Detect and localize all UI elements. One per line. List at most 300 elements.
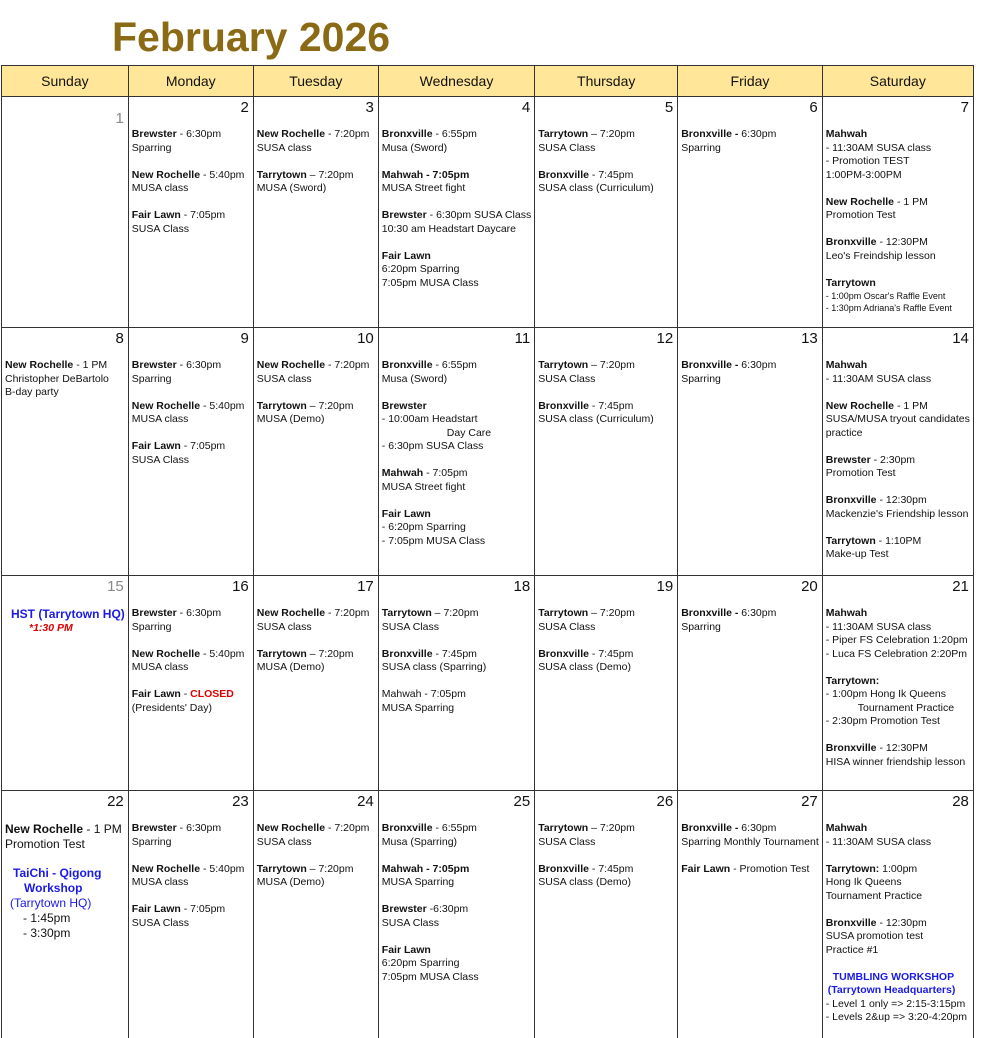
week-row (2, 97, 974, 328)
location: Bronxville (381, 647, 433, 660)
weekday-tuesday: Tuesday (253, 66, 378, 97)
event-desc: SUSA Class (131, 453, 189, 466)
event (681, 359, 819, 386)
event (538, 128, 674, 155)
day-number: 7 (960, 99, 969, 116)
event (681, 607, 819, 634)
event-desc: - 1:00pm Hong Ik Queens (825, 688, 946, 700)
event (826, 196, 970, 223)
location: Mahwah - 7:05pm (381, 168, 470, 181)
event (5, 359, 125, 400)
event-time: 6:30pm (738, 607, 777, 619)
event-desc: - 6:20pm Sparring (381, 521, 466, 533)
location: Tarrytown (256, 647, 307, 660)
event (382, 128, 531, 155)
event-time: - 7:45pm (588, 168, 634, 181)
location: Fair Lawn (131, 209, 181, 221)
event-desc: B-day party (5, 386, 59, 398)
event-time: - 12:30PM (876, 742, 928, 754)
event-desc: MUSA Sparring (381, 701, 455, 714)
location: Brewster (131, 128, 177, 140)
location: Fair Lawn (381, 249, 431, 262)
event (132, 128, 250, 155)
location: Mahwah - 7:05pm (381, 688, 466, 700)
day-number: 10 (357, 330, 374, 347)
event (382, 169, 531, 196)
event-desc: - 10:00am Headstart (381, 413, 478, 425)
event-desc: SUSA class (Sparring) (381, 661, 487, 673)
event-time: - 6:30pm (176, 359, 222, 371)
event-time: - 2:30pm (870, 453, 916, 466)
event-desc: SUSA class (Curriculum) (538, 413, 654, 425)
event-desc: - 11:30AM SUSA class (825, 620, 932, 633)
event (5, 607, 125, 636)
event-desc: 7:05pm MUSA Class (381, 276, 479, 289)
day-cell[interactable] (678, 97, 823, 328)
event-desc: Sparring (681, 372, 721, 385)
event-desc: Promotion Test (5, 837, 85, 851)
event-desc: MUSA Street fight (381, 182, 466, 194)
event (826, 863, 970, 904)
event (681, 128, 819, 155)
day-cell[interactable] (535, 576, 678, 791)
day-number: 22 (107, 793, 124, 810)
event-time: - 6:30pm (176, 128, 222, 140)
event-time: – 7:20pm (588, 607, 635, 619)
event-desc: Promotion Test (825, 467, 896, 479)
day-number: 2 (240, 99, 249, 116)
event (826, 128, 970, 182)
day-number: 20 (801, 578, 818, 595)
event (538, 863, 674, 890)
event (382, 688, 531, 715)
day-cell[interactable] (2, 97, 129, 328)
event-desc: Musa (Sparring) (381, 835, 458, 848)
location: Bronxville - (681, 607, 739, 619)
event-desc: Sparring Monthly Tournament (681, 835, 819, 848)
day-cell[interactable] (378, 791, 534, 1038)
event-desc: - 11:30AM SUSA class (825, 141, 932, 154)
event-desc: Practice #1 (825, 943, 879, 956)
day-cell[interactable] (678, 328, 823, 576)
event (132, 169, 250, 196)
event-desc: SUSA Class (131, 222, 189, 235)
event-desc: Sparring (681, 141, 721, 154)
event-desc: - 6:30pm SUSA Class (381, 440, 484, 452)
event-desc: (Presidents' Day) (131, 701, 212, 714)
event-desc: - Levels 2&up => 3:20-4:20pm (825, 1011, 968, 1023)
location: Bronxville (381, 128, 433, 140)
day-cell[interactable] (822, 97, 973, 328)
event (132, 440, 250, 467)
event-time: 6:30pm (738, 359, 777, 371)
location: Tarrytown (256, 862, 307, 875)
event-desc: - Promotion TEST (825, 155, 910, 167)
event-time: - 7:05pm (180, 903, 226, 915)
event (132, 607, 250, 634)
day-cell[interactable] (2, 576, 129, 791)
weekday-saturday: Saturday (822, 66, 973, 97)
event (257, 822, 375, 849)
event-time: - 12:30pm (876, 916, 927, 929)
day-cell[interactable] (2, 328, 129, 576)
event (382, 944, 531, 985)
event (5, 822, 125, 852)
event-time: – 7:20pm (306, 862, 354, 875)
event (382, 467, 531, 494)
event-time: 1:00pm (879, 862, 918, 875)
event-time: - 3:30pm (23, 925, 71, 940)
event (826, 359, 970, 386)
day-cell[interactable] (253, 791, 378, 1038)
day-number: 25 (513, 793, 531, 810)
event-title: TUMBLING WORKSHOP (832, 970, 955, 983)
day-cell[interactable] (128, 576, 253, 791)
week-row (2, 328, 974, 576)
event-time: – 7:20pm (431, 607, 479, 619)
day-number: 21 (952, 578, 969, 595)
day-number: 4 (521, 99, 531, 116)
day-cell[interactable] (822, 576, 973, 791)
location: New Rochelle (131, 168, 201, 181)
event-desc: Musa (Sword) (381, 141, 448, 154)
event-desc: - Luca FS Celebration 2:20Pm (825, 647, 967, 660)
event (257, 648, 375, 675)
day-cell[interactable] (253, 576, 378, 791)
event-time: - 1 PM (894, 195, 928, 208)
event (132, 863, 250, 890)
location: Bronxville - (681, 128, 739, 140)
location: New Rochelle (256, 359, 326, 371)
location: Tarrytown (825, 276, 876, 289)
event-desc: Musa (Sword) (381, 372, 448, 385)
event (538, 359, 674, 386)
event-time: - 5:40pm (200, 647, 245, 660)
event-desc: - Level 1 only => 2:15-3:15pm (825, 997, 966, 1010)
day-number: 6 (809, 99, 818, 116)
event-title: HST (Tarrytown HQ) (11, 607, 125, 621)
event (132, 903, 250, 930)
day-number: 15 (107, 578, 124, 595)
event-desc: Promotion Test (825, 209, 896, 221)
location: Mahwah (825, 128, 868, 140)
weekday-thursday: Thursday (535, 66, 678, 97)
event-desc: MUSA class (131, 876, 189, 888)
event (132, 400, 250, 427)
location: Bronxville (381, 822, 433, 834)
event-desc: SUSA class (256, 141, 312, 154)
location: Bronxville (825, 742, 877, 754)
event-time: – 7:20pm (306, 399, 354, 412)
event-desc: - 1:00pm Oscar's Raffle Event (825, 291, 946, 301)
event-time: - 5:40pm (200, 862, 245, 875)
day-cell[interactable] (535, 328, 678, 576)
location: Tarrytown: (825, 862, 880, 875)
event-desc: practice (825, 426, 863, 439)
day-cell[interactable] (535, 97, 678, 328)
event-desc: MUSA (Demo) (256, 876, 325, 888)
event-desc: MUSA Sparring (381, 876, 455, 888)
location: Bronxville (825, 494, 877, 506)
event (538, 607, 674, 634)
event (538, 400, 674, 427)
event-time: - 7:45pm (432, 647, 477, 660)
event-time: - 6:55pm (432, 822, 477, 834)
day-cell[interactable] (253, 328, 378, 576)
event-desc: Tournament Practice (857, 701, 955, 714)
weekday-header-row (2, 66, 974, 97)
day-number: 18 (513, 578, 531, 595)
event-title: TaiChi - Qigong (13, 865, 102, 880)
day-number: 9 (240, 330, 249, 347)
event-time: - 7:20pm (325, 822, 370, 834)
event (5, 866, 125, 941)
event (257, 400, 375, 427)
event-desc: SUSA class (Demo) (538, 876, 631, 888)
location: Bronxville - (681, 822, 739, 834)
event-desc: SUSA class (256, 372, 312, 385)
day-cell[interactable] (378, 328, 534, 576)
event-time: - 12:30PM (876, 236, 928, 248)
event (257, 607, 375, 634)
calendar-grid (1, 65, 974, 1038)
event-time: - 1 PM (83, 822, 122, 836)
event (257, 128, 375, 155)
event-time: - 7:45pm (588, 862, 634, 875)
event-time: - 6:30pm (176, 822, 222, 834)
event-time: *1:30 PM (29, 622, 73, 634)
event-title: Workshop (24, 880, 83, 895)
event (257, 863, 375, 890)
event-desc: Make-up Test (825, 548, 889, 560)
location: Fair Lawn (131, 903, 181, 915)
location: Fair Lawn (131, 440, 181, 452)
event-desc: SUSA Class (538, 835, 596, 848)
event (681, 863, 819, 877)
event (132, 822, 250, 849)
day-cell[interactable] (128, 791, 253, 1038)
location: Brewster (131, 359, 177, 371)
event-desc: Day Care (446, 426, 492, 439)
event-desc: Mackenzie's Friendship lesson (825, 507, 969, 520)
event (538, 169, 674, 196)
event-desc: SUSA Class (131, 916, 189, 929)
event-location: (Tarrytown HQ) (10, 895, 92, 910)
event-time: - 7:20pm (325, 359, 370, 371)
event-time: - 7:20pm (325, 607, 370, 619)
event (826, 822, 970, 849)
event (826, 742, 970, 769)
location: Tarrytown (825, 534, 876, 547)
day-cell[interactable] (2, 791, 129, 1038)
event (826, 400, 970, 441)
day-number: 8 (115, 330, 124, 347)
event (382, 863, 531, 890)
location: Brewster (825, 453, 871, 466)
day-cell[interactable] (535, 791, 678, 1038)
event (826, 917, 970, 958)
location: New Rochelle (256, 822, 326, 834)
event-desc: Sparring (131, 141, 172, 154)
event-time: - 12:30pm (876, 494, 927, 506)
week-row (2, 791, 974, 1038)
event-desc: MUSA Street fight (381, 480, 466, 493)
event-time: – 7:20pm (588, 822, 635, 834)
event (826, 971, 970, 1025)
event-desc: 6:20pm Sparring (381, 957, 460, 969)
day-cell[interactable] (822, 328, 973, 576)
location: Tarrytown (538, 128, 589, 140)
event-desc: Sparring (131, 372, 172, 385)
event-desc: MUSA class (131, 182, 189, 194)
event-time: - 7:05pm (180, 440, 226, 452)
event (382, 648, 531, 675)
location: Fair Lawn (381, 507, 431, 520)
event-desc: MUSA class (131, 413, 189, 425)
event-time: - 7:20pm (325, 128, 370, 140)
event (382, 400, 531, 454)
event (826, 675, 970, 729)
event-time: - 6:30pm SUSA Class (426, 209, 532, 221)
event-desc: SUSA Class (538, 141, 596, 154)
location: Tarrytown (538, 822, 589, 834)
event-desc: Christopher DeBartolo (5, 372, 109, 385)
location: Bronxville (538, 168, 589, 181)
event-time: - 1:10PM (875, 534, 922, 547)
event-time: - 5:40pm (200, 399, 245, 412)
event-time: - 1:45pm (23, 910, 71, 925)
location: Tarrytown (256, 168, 307, 181)
location: Tarrytown (538, 359, 589, 371)
event-time: -6:30pm (426, 903, 469, 915)
day-cell[interactable] (128, 97, 253, 328)
event-desc: Hong Ik Queens (825, 876, 902, 888)
event (132, 209, 250, 236)
event (538, 648, 674, 675)
day-cell[interactable] (678, 791, 823, 1038)
event-time: 6:30pm (738, 128, 777, 140)
location: New Rochelle (5, 822, 84, 836)
weekday-sunday: Sunday (2, 66, 129, 97)
location: New Rochelle (825, 399, 895, 412)
event-desc: - 1:30pm Adriana's Raffle Event (825, 303, 952, 313)
event (382, 607, 531, 634)
day-cell[interactable] (822, 791, 973, 1038)
weekday-monday: Monday (128, 66, 253, 97)
day-number: 14 (952, 330, 969, 347)
event (382, 822, 531, 849)
event-time: - 7:45pm (588, 647, 634, 660)
event (681, 822, 819, 849)
event (826, 494, 970, 521)
event-time: – 7:20pm (306, 168, 354, 181)
event-time: - 7:05pm (423, 467, 468, 479)
day-number: 16 (232, 578, 249, 595)
event-desc: SUSA promotion test (825, 930, 924, 942)
event-desc: Tournament Practice (825, 889, 923, 902)
event-desc: MUSA (Demo) (256, 661, 325, 673)
event (826, 607, 970, 661)
location: Brewster (381, 903, 427, 915)
event (382, 903, 531, 930)
event-time: - 1 PM (894, 399, 928, 412)
day-cell[interactable] (378, 97, 534, 328)
event-time: – 7:20pm (588, 359, 635, 371)
day-number: 12 (656, 330, 674, 347)
event (826, 535, 970, 562)
event (382, 508, 531, 549)
event-desc: SUSA Class (381, 620, 439, 633)
day-number: 1 (115, 110, 124, 127)
location: Mahwah (825, 607, 868, 619)
day-cell[interactable] (128, 328, 253, 576)
location: Bronxville (538, 399, 589, 412)
day-cell[interactable] (378, 576, 534, 791)
event-desc: - 7:05pm MUSA Class (381, 534, 486, 547)
location: Tarrytown (538, 607, 589, 619)
location: Bronxville (825, 916, 877, 929)
week-row (2, 576, 974, 791)
location: Tarrytown: (825, 674, 880, 687)
event-desc: - 11:30AM SUSA class (825, 835, 932, 848)
location: Bronxville (825, 236, 877, 248)
event-desc: 10:30 am Headstart Daycare (381, 222, 517, 235)
event (382, 209, 531, 236)
day-number: 17 (357, 578, 374, 595)
status-closed: CLOSED (190, 688, 234, 700)
event-desc: SUSA class (Curriculum) (538, 182, 654, 194)
day-number: 3 (365, 99, 374, 116)
event-time: - 6:30pm (176, 607, 222, 619)
weekday-wednesday: Wednesday (378, 66, 534, 97)
event-time: - 7:05pm (180, 209, 226, 221)
event-desc: 6:20pm Sparring (381, 263, 460, 275)
event-desc: - Promotion Test (730, 862, 810, 875)
event-desc: HISA winner friendship lesson (825, 755, 966, 768)
day-cell[interactable] (678, 576, 823, 791)
event-time: – 7:20pm (588, 128, 635, 140)
day-number: 19 (656, 578, 674, 595)
event-location: (Tarrytown Headquarters) (827, 984, 956, 996)
event-time: – 7:20pm (306, 647, 354, 660)
event (826, 277, 970, 315)
day-number: 24 (357, 793, 374, 810)
event (382, 250, 531, 291)
event-time: - (180, 688, 191, 700)
event-desc: SUSA/MUSA tryout candidates (825, 413, 970, 425)
day-cell[interactable] (253, 97, 378, 328)
event-desc: SUSA class (Demo) (538, 661, 631, 673)
location: Mahwah - 7:05pm (381, 862, 470, 875)
event-desc: SUSA class (256, 620, 312, 633)
event (826, 236, 970, 263)
event (382, 359, 531, 386)
event (257, 169, 375, 196)
event-desc: SUSA Class (538, 620, 596, 633)
weekday-friday: Friday (678, 66, 823, 97)
day-number: 11 (514, 330, 531, 347)
event (538, 822, 674, 849)
location: New Rochelle (131, 862, 201, 875)
location: Tarrytown (256, 399, 307, 412)
location: Mahwah (825, 822, 868, 834)
day-number: 13 (801, 330, 818, 347)
location: New Rochelle (256, 128, 326, 140)
event-desc: Sparring (131, 620, 172, 633)
event (132, 648, 250, 675)
location: Bronxville (538, 862, 589, 875)
event-time: - 6:55pm (432, 359, 477, 371)
